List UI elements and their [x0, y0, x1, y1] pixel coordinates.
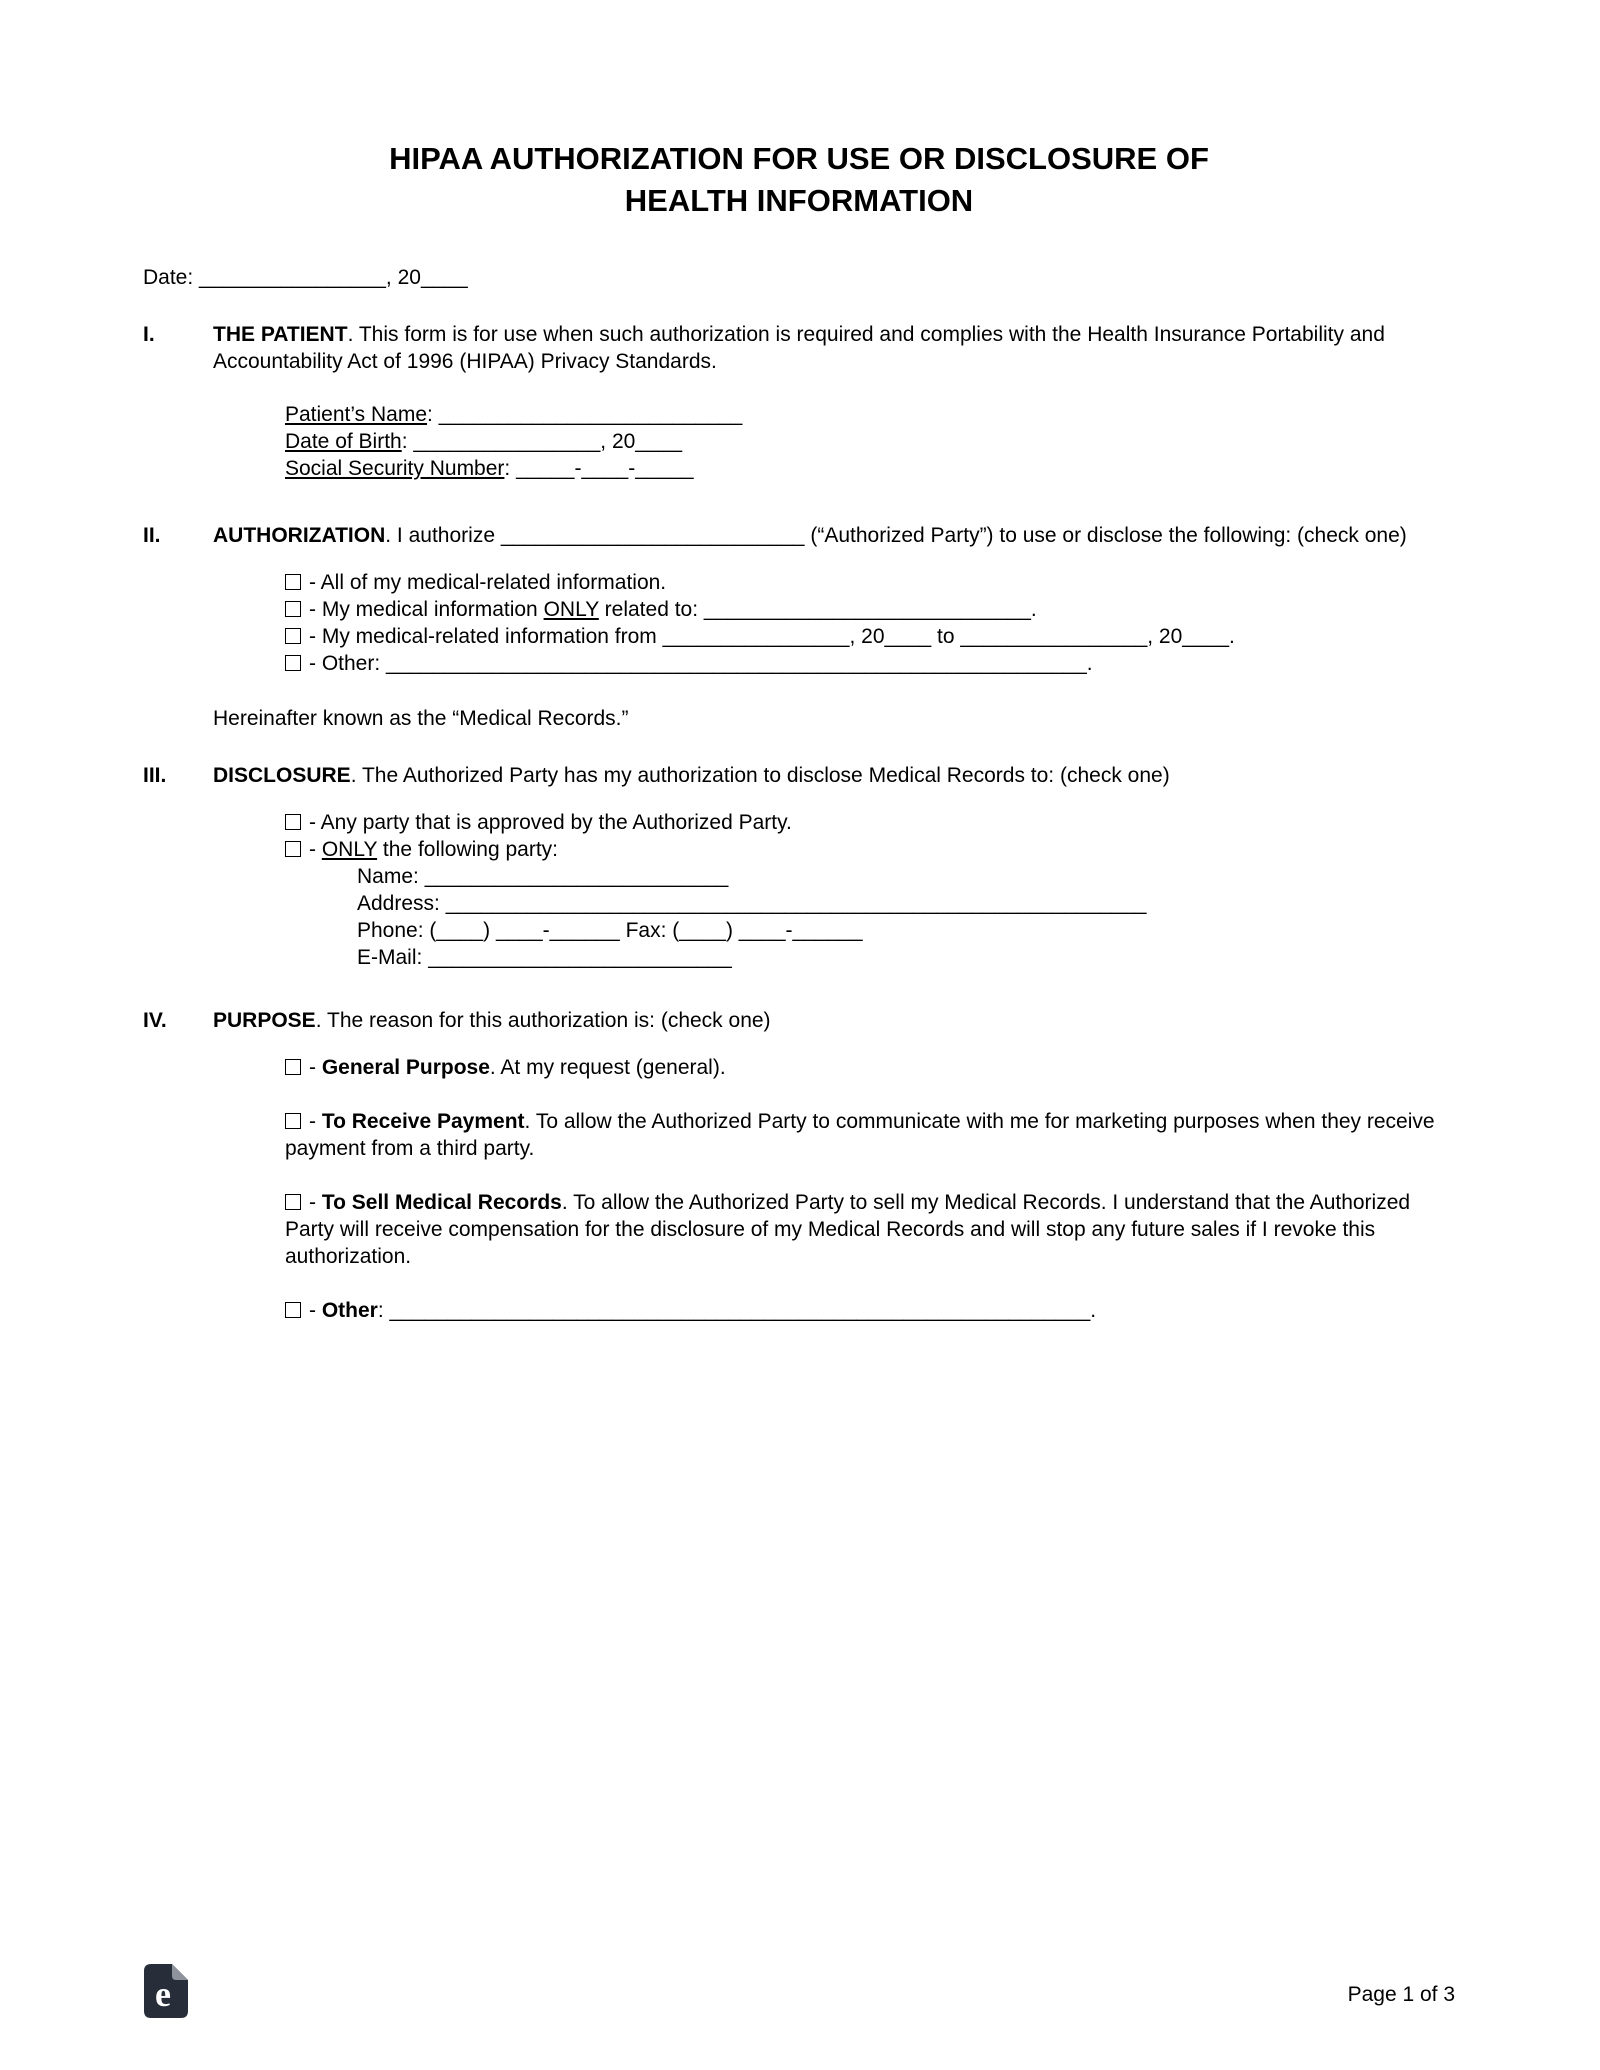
section-numeral: III.	[143, 764, 167, 787]
section-lead	[213, 321, 1455, 375]
patient-name-blank[interactable]: : __________________________	[427, 403, 743, 426]
option-text-pre: -	[309, 1299, 322, 1322]
option-text	[309, 652, 1093, 675]
option-text	[309, 1299, 1096, 1322]
option-text-pre: - Other: ____________________________________________________________.	[309, 652, 1093, 675]
party-address-field	[357, 890, 1455, 917]
section-lead	[213, 1007, 1455, 1034]
option-text	[285, 1110, 1435, 1160]
party-name-field	[357, 863, 1455, 890]
option-text-pre: -	[309, 1191, 322, 1214]
section-lead	[213, 522, 1455, 549]
option-text-post: the following party:	[377, 838, 559, 861]
section-text: . This form is for use when such authorization is required and complies with the Health Insurance Portability and Accountability Act of 1996 (HIPAA) Privacy Standards.	[213, 323, 1385, 373]
checkbox-general-purpose-icon[interactable]	[285, 1059, 301, 1075]
checkbox-any-approved-party-icon[interactable]	[285, 814, 301, 830]
section-text: . The reason for this authorization is: (check one)	[315, 1009, 771, 1032]
option-text-pre: -	[309, 1056, 322, 1079]
section-text: . The Authorized Party has my authorization to disclose Medical Records to: (check one)	[350, 764, 1170, 787]
date-of-birth-field	[285, 428, 1455, 455]
checkbox-other-authorization-icon[interactable]	[285, 655, 301, 671]
section-body	[213, 321, 1455, 482]
option-text-bold: Other	[321, 1299, 378, 1322]
option-other-authorization	[285, 650, 1455, 677]
section-text: (“Authorized Party”) to use or disclose the following: (check one)	[804, 524, 1407, 547]
section-body	[213, 1007, 1455, 1324]
option-text	[309, 838, 558, 861]
option-to-receive-payment	[285, 1108, 1455, 1162]
option-text	[309, 571, 666, 594]
section-numeral: IV.	[143, 1009, 167, 1032]
section-heading: AUTHORIZATION	[213, 524, 386, 547]
option-other-purpose	[285, 1297, 1455, 1324]
field-label: Phone:	[357, 919, 430, 942]
form-title: HIPAA AUTHORIZATION FOR USE OR DISCLOSURE OF HEALTH INFORMATION	[389, 141, 1209, 218]
field-label: Date of Birth	[285, 430, 402, 453]
field-label: Name:	[357, 865, 425, 888]
checkbox-other-purpose-icon[interactable]	[285, 1302, 301, 1318]
section-heading: PURPOSE	[213, 1009, 316, 1032]
option-text-bold: General Purpose	[321, 1056, 490, 1079]
logo-folded-corner	[172, 1964, 188, 1980]
option-text-pre: - My medical-related information from ________________, 20____ to ________________, 20____.	[309, 625, 1235, 648]
eforms-logo	[143, 1963, 189, 2026]
party-email-blank[interactable]: __________________________	[428, 946, 732, 969]
option-text-pre: - All of my medical-related information.	[309, 571, 667, 594]
option-text-pre: - Any party that is approved by the Authorized Party.	[309, 811, 792, 834]
medical-records-footnote: Hereinafter known as the “Medical Records.”	[213, 707, 629, 730]
purpose-options	[285, 1054, 1455, 1324]
field-label: Patient’s Name	[285, 403, 428, 426]
patient-name-field	[285, 401, 1455, 428]
field-label: Fax:	[619, 919, 673, 942]
option-text-pre: - My medical information	[309, 598, 544, 621]
authorization-options	[285, 569, 1455, 677]
section-text: . I authorize	[385, 524, 501, 547]
party-fields	[357, 863, 1455, 971]
page-number-label: Page 1 of 3	[1347, 1983, 1455, 2006]
option-text-pre: -	[309, 1110, 322, 1133]
section-numeral: II.	[143, 524, 161, 547]
section-heading: DISCLOSURE	[213, 764, 351, 787]
date-blank[interactable]: ________________	[199, 266, 386, 289]
section-body	[213, 522, 1455, 732]
checkbox-sell-medical-records-icon[interactable]	[285, 1194, 301, 1210]
checkbox-only-following-party-icon[interactable]	[285, 841, 301, 857]
party-phone-blank[interactable]: (____) ____-______	[429, 919, 620, 942]
option-text-pre: -	[309, 838, 322, 861]
checkbox-medical-info-date-range-icon[interactable]	[285, 628, 301, 644]
option-only-following-party	[285, 836, 1455, 863]
form-date-line	[143, 264, 1455, 291]
section-authorization	[143, 522, 1455, 732]
option-to-sell-medical-records	[285, 1189, 1455, 1270]
field-label: E-Mail:	[357, 946, 429, 969]
party-email-field	[357, 944, 1455, 971]
option-text-bold: To Receive Payment	[321, 1110, 525, 1133]
disclosure-options	[285, 809, 1455, 971]
ssn-field	[285, 455, 1455, 482]
option-text-underlined: ONLY	[321, 838, 378, 861]
option-text	[285, 1191, 1410, 1268]
checkbox-receive-payment-icon[interactable]	[285, 1113, 301, 1129]
option-general-purpose	[285, 1054, 1455, 1081]
section-lead	[213, 762, 1455, 789]
party-fax-blank[interactable]: (____) ____-______	[672, 919, 863, 942]
party-phone-fax-field	[357, 917, 1455, 944]
eforms-logo-icon	[143, 1963, 189, 2019]
option-text-post: related to: ____________________________.	[598, 598, 1037, 621]
option-medical-info-date-range	[285, 623, 1455, 650]
option-text-post: . To allow the Authorized Party to communicate with me for marketing purposes when they receive payment from a third party.	[285, 1110, 1435, 1160]
checkbox-all-medical-info-icon[interactable]	[285, 574, 301, 590]
page-footer	[143, 1963, 1455, 2026]
option-text	[309, 1056, 726, 1079]
section-numeral: I.	[143, 323, 155, 346]
authorized-party-blank[interactable]: __________________________	[500, 524, 805, 547]
section-the-patient	[143, 321, 1455, 482]
section-disclosure	[143, 762, 1455, 971]
option-text	[309, 625, 1235, 648]
field-label: Social Security Number	[285, 457, 505, 480]
date-label: Date:	[143, 266, 194, 289]
option-text-underlined: ONLY	[543, 598, 599, 621]
option-text	[309, 811, 792, 834]
date-year-blank[interactable]: ____	[420, 266, 468, 289]
checkbox-medical-info-only-related-icon[interactable]	[285, 601, 301, 617]
section-body	[213, 762, 1455, 971]
section-purpose	[143, 1007, 1455, 1324]
option-text-post: : ____________________________________________________________.	[377, 1299, 1097, 1322]
section-heading: THE PATIENT	[213, 323, 348, 346]
option-text-post: . At my request (general).	[489, 1056, 726, 1079]
date-of-birth-blank[interactable]: : ________________, 20____	[401, 430, 683, 453]
option-all-medical-info	[285, 569, 1455, 596]
ssn-blank[interactable]: : _____-____-_____	[504, 457, 694, 480]
option-text-post: . To allow the Authorized Party to sell my Medical Records. I understand that the Authorized Party will receive compensation for the disclosure of my Medical Records and will stop any future sales if I revoke this authorization.	[285, 1191, 1411, 1268]
patient-fields	[285, 401, 1455, 482]
option-text	[309, 598, 1037, 621]
date-year-prefix: , 20	[385, 266, 421, 289]
logo-letter: e	[155, 1974, 171, 2014]
option-medical-info-only-related	[285, 596, 1455, 623]
option-text-bold: To Sell Medical Records	[321, 1191, 562, 1214]
field-label: Address:	[357, 892, 446, 915]
party-name-blank[interactable]: __________________________	[424, 865, 729, 888]
party-address-blank[interactable]: ____________________________________________________________	[445, 892, 1147, 915]
option-any-approved-party	[285, 809, 1455, 836]
